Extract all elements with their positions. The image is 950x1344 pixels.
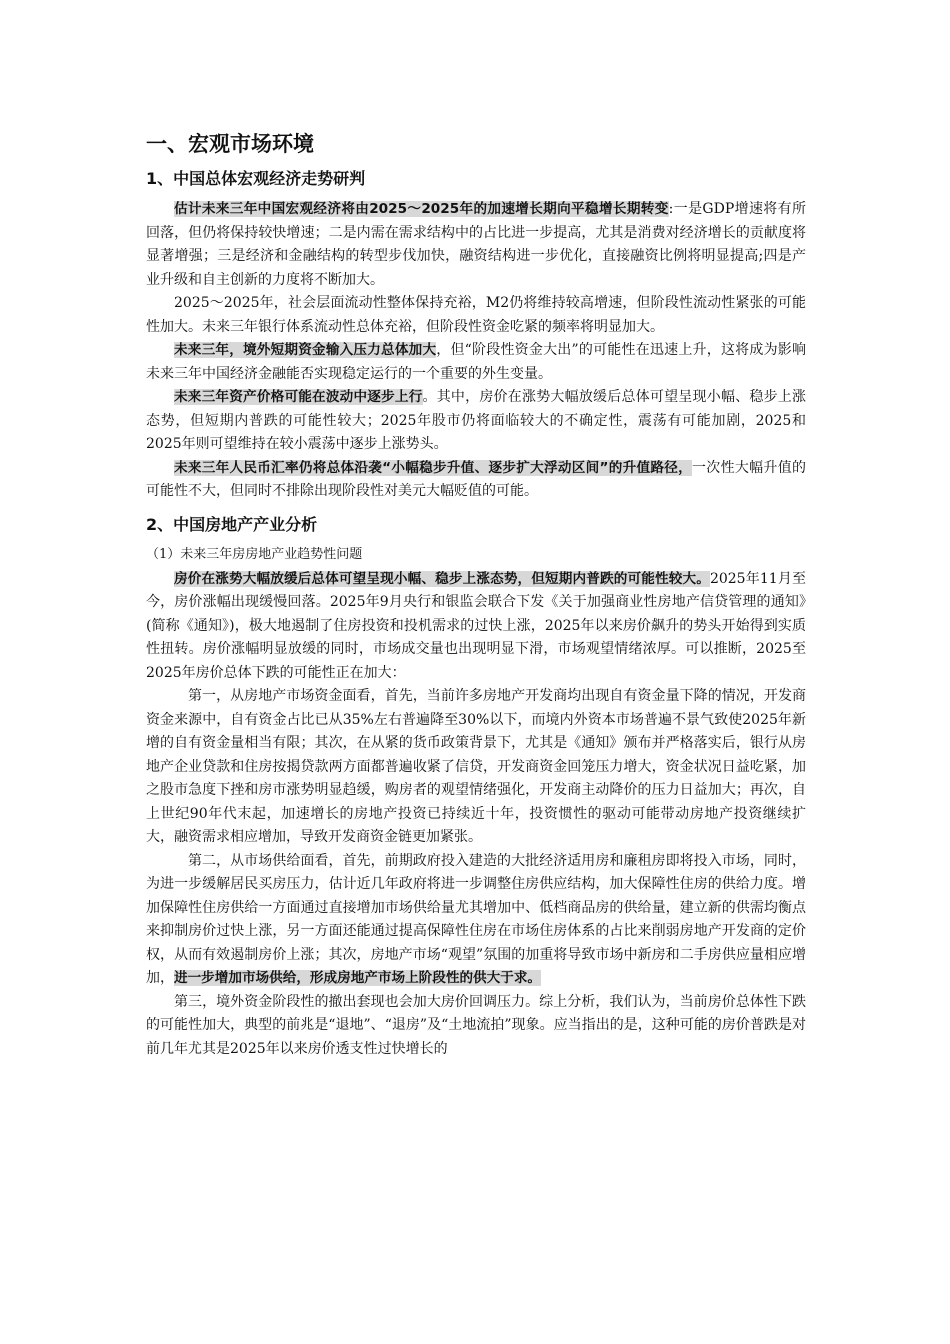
highlight-text: 进一步增加市场供给，形成房地产市场上阶段性的供大于求。	[174, 970, 542, 986]
highlight-text: 房价在涨势大幅放缓后总体可望呈现小幅、稳步上涨态势，但短期内普跌的可能性较大。	[174, 570, 710, 587]
paragraph-text: 2025～2025年，社会层面流动性整体保持充裕，M2仍将维持较高增速，但阶段性流动性紧张的可能性加大。未来三年银行体系流动性总体充裕，但阶段性资金吃紧的频率将明显加大。	[146, 295, 806, 335]
paragraph-asset-prices	[146, 386, 806, 457]
paragraph-text: 一次性大幅升值的可能性不大，但同时不排除出现阶段性对美元大幅贬值的可能。	[146, 459, 806, 499]
section-heading-macro: 一、宏观市场环境	[146, 132, 314, 156]
paragraph-text: 第二，从市场供给面看，首先，前期政府投入建造的大批经济适用房和廉租房即将投入市场，同时，为进一步缓解居民买房压力，估计近几年政府将进一步调整住房供应结构，加大保障性住房的供给力度。增加保障性住房供给一方面通过直接增加市场供给量尤其增加中、低档商品房的供给量，建立新的供需均衡点来抑制房价过快上涨，另一方面还能通过提高保障性住房在市场住房体系的占比来削弱房地产开发商的定价权，从而有效遏制房价上涨；其次，房地产市场“观望”氛围的加重将导致市场中新房和二手房供应量相应增加，	[146, 852, 806, 986]
paragraph-house-price	[146, 568, 806, 686]
paragraph-text: :一是GDP增速将有所回落，但仍将保持较快增速；二是内需在需求结构中的占比进一步提高，尤其是消费对经济增长的贡献度将显著增强；三是经济和金融结构的转型步伐加快，融资结构进一步优化，直接融资比例将明显提高;四是产业升级和自主创新的力度将不断加大。	[146, 201, 806, 288]
subheading-real-estate-trend: （1）未来三年房房地产业趋势性问题	[146, 546, 363, 562]
paragraph-exchange-rate	[146, 457, 806, 504]
paragraph-text: 第一，从房地产市场资金面看，首先，当前许多房地产开发商均出现自有资金量下降的情况，开发商资金来源中，自有资金占比已从35%左右普遍降至30%以下，而境内外资本市场普遍不景气致使2025年新增的自有资金量相当有限；其次，在从紧的货币政策背景下，尤其是《通知》颁布并严格落实后，银行从房地产企业贷款和住房按揭贷款两方面都普遍收紧了信贷，开发商资金回笼压力增大，资金状况日益吃紧，加之股市急度下挫和房市涨势明显趋缓，购房者的观望情绪强化，开发商主动降价的压力日益加大；再次，自上世纪90年代末起，加速增长的房地产投资已持续近十年，投资惯性的驱动可能带动房地产投资继续扩大，融资需求相应增加，导致开发商资金链更加紧张。	[146, 688, 806, 845]
paragraph-liquidity	[146, 292, 806, 339]
paragraph-text: 第三，境外资金阶段性的撤出套现也会加大房价回调压力。综上分析，我们认为，当前房价总体性下跌的可能性加大，典型的前兆是“退地”、“退房”及“土地流拍”现象。应当指出的是，这种可能的房价普跌是对前几年尤其是2025年以来房价透支性过快增长的	[146, 993, 806, 1057]
paragraph-text: 2025年11月至今，房价涨幅出现缓慢回落。2025年9月央行和银监会联合下发《关于加强商业性房地产信贷管理的通知》(简称《通知》)，极大地遏制了住房投资和投机需求的过快上涨，2025年以来房价飙升的势头开始得到实质性扭转。房价涨幅明显放缓的同时，市场成交量也出现明显下滑，市场观望情绪浓厚。可以推断，2025至2025年房价总体下跌的可能性正在加大：	[146, 570, 806, 681]
highlight-text: 未来三年资产价格可能在波动中逐步上行	[174, 389, 423, 405]
paragraph-capital-side	[146, 685, 806, 850]
paragraph-text: 。其中，房价在涨势大幅放缓后总体可望呈现小幅、稳步上涨态势，但短期内普跌的可能性较大；2025年股市仍将面临较大的不确定性，震荡有可能加剧，2025和2025年则可望维持在较小震荡中逐步上涨势头。	[146, 389, 807, 452]
document-page	[146, 130, 806, 1061]
highlight-text: 未来三年人民币汇率仍将总体沿袭“小幅稳步升值、逐步扩大浮动区间”的升值路径，	[174, 459, 693, 476]
subheading-macro-trend: 1、中国总体宏观经济走势研判	[146, 169, 366, 188]
paragraph-macro-outlook	[146, 198, 806, 292]
highlight-text: 估计未来三年中国宏观经济将由2025～2025年的加速增长期向平稳增长期转变	[174, 201, 669, 217]
subheading-real-estate: 2、中国房地产产业分析	[146, 514, 318, 534]
paragraph-text: ，但“阶段性资金大出”的可能性在迅速上升，这将成为影响未来三年中国经济金融能否实现稳定运行的一个重要的外生变量。	[146, 342, 806, 382]
paragraph-foreign-capital	[146, 991, 806, 1062]
paragraph-capital-flow	[146, 339, 806, 386]
highlight-text: 未来三年，境外短期资金输入压力总体加大	[174, 342, 437, 358]
paragraph-supply-side	[146, 850, 806, 991]
